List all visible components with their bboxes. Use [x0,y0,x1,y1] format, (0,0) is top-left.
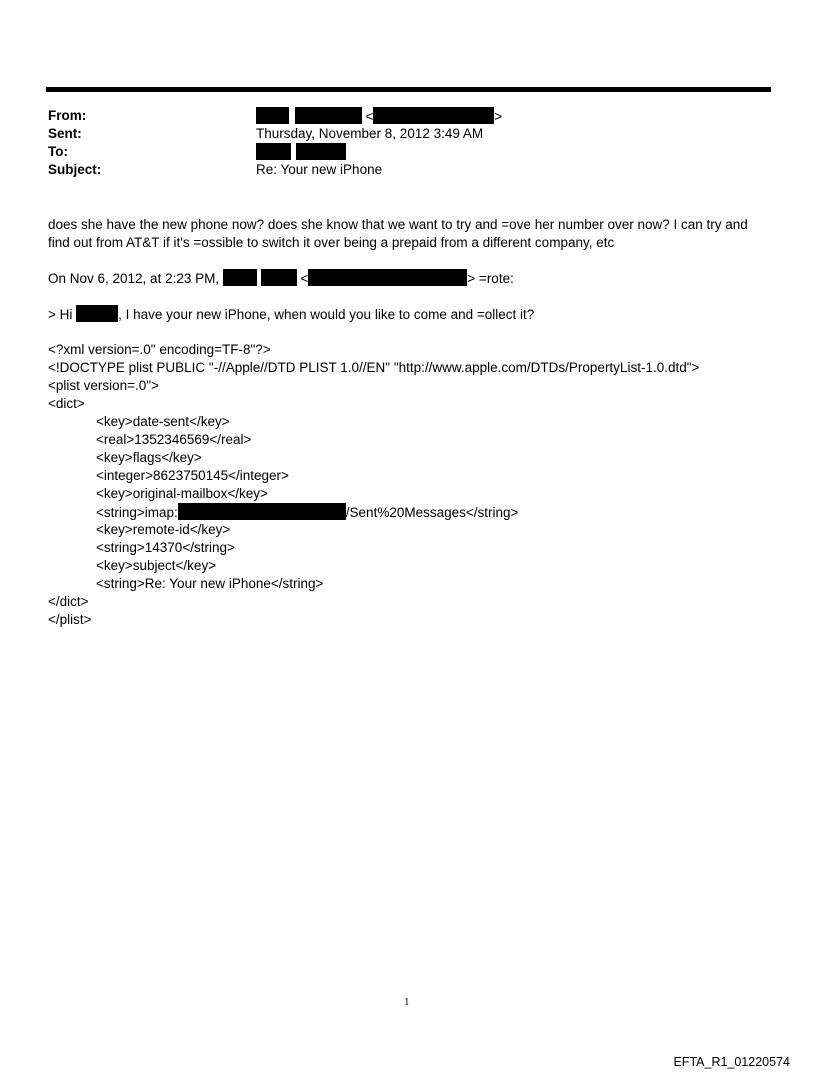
from-label: From: [48,108,87,123]
quote-prefix: > Hi [48,307,73,322]
body-line-1: does she have the new phone now? does she know that we want to try and =ove her number over now? I can try and [48,217,748,232]
redaction-box [296,143,346,160]
xml-line: <dict> [48,396,85,411]
xml-line: <real>1352346569</real> [96,432,252,447]
xml-line: <key>date-sent</key> [96,414,230,429]
to-label: To: [48,144,68,159]
redaction-box [256,143,291,160]
header-rule [46,87,771,92]
bates-number: EFTA_R1_01220574 [673,1055,790,1069]
quote-intro [48,269,768,288]
sent-label: Sent: [48,126,82,141]
redaction-box [373,107,494,124]
xml-line: <key>flags</key> [96,450,202,465]
xml-mailbox-prefix: <string>imap: [96,505,178,520]
xml-line: <integer>8623750145</integer> [96,468,289,483]
quoted-line [48,305,768,324]
xml-line: <key>subject</key> [96,558,217,573]
from-lt: < [365,109,374,124]
to-value [256,143,346,162]
xml-line: <key>remote-id</key> [96,522,231,537]
xml-line: <plist version=.0"> [48,378,159,393]
quote-intro-suffix: > =rote: [467,271,514,286]
body-line-2: find out from AT&T if it's =ossible to switch it over being a prepaid from a different company, etc [48,235,615,250]
redaction-box [261,269,297,286]
from-value [256,107,502,126]
redaction-box [295,107,362,124]
xml-line: </dict> [48,594,89,609]
quote-suffix: , I have your new iPhone, when would you like to come and =ollect it? [118,307,535,322]
xml-line: <key>original-mailbox</key> [96,486,268,501]
xml-line: <string>14370</string> [96,540,235,555]
redaction-box [223,269,257,286]
xml-line: <!DOCTYPE plist PUBLIC "-//Apple//DTD PLIST 1.0//EN" "http://www.apple.com/DTDs/PropertyList-1.0.dtd"> [48,360,700,375]
xml-line-mailbox [48,503,518,522]
quote-intro-prefix: On Nov 6, 2012, at 2:23 PM, [48,271,220,286]
page-number: 1 [404,996,410,1008]
redaction-box [178,503,346,520]
redaction-box [256,107,289,124]
quote-intro-lt: < [300,271,309,286]
subject-label: Subject: [48,162,102,177]
xml-line: <?xml version=.0" encoding=TF-8"?> [48,342,271,357]
xml-line: </plist> [48,612,92,627]
sent-value: Thursday, November 8, 2012 3:49 AM [256,126,484,141]
from-gt: > [494,109,503,124]
redaction-box [76,305,118,322]
subject-value: Re: Your new iPhone [256,162,383,177]
xml-line: <string>Re: Your new iPhone</string> [96,576,324,591]
redaction-box [308,269,467,286]
xml-mailbox-suffix: /Sent%20Messages</string> [345,505,519,520]
